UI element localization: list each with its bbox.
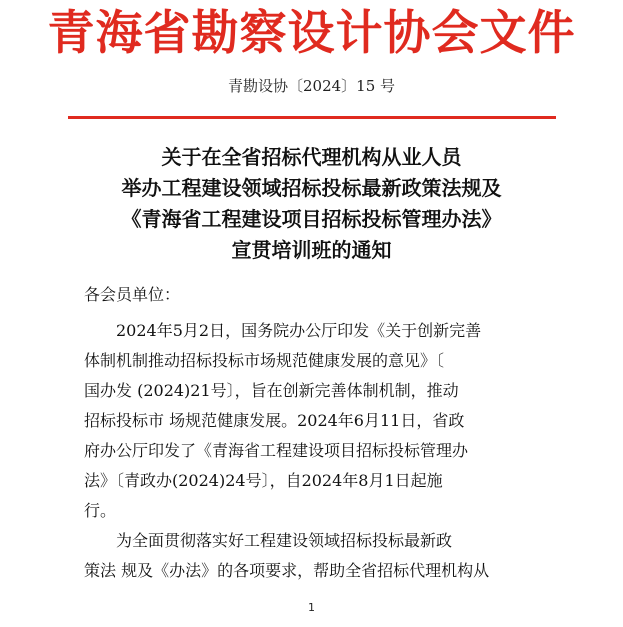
page-number: 1 bbox=[308, 601, 315, 614]
header-divider-rule bbox=[68, 116, 556, 119]
paragraph-line: 策法 规及《办法》的各项要求，帮助全省招标代理机构从 bbox=[84, 561, 490, 580]
paragraph-line: 行。 bbox=[84, 501, 117, 520]
paragraph-line: 招标投标市 场规范健康发展。2024年6月11日，省政 bbox=[84, 411, 465, 430]
document-number: 青勘设协〔2024〕15 号 bbox=[227, 77, 396, 95]
body-paragraph-1 bbox=[84, 316, 542, 526]
notice-title-line: 《青海省工程建设项目招标投标管理办法》 bbox=[121, 207, 502, 231]
notice-title-line: 举办工程建设领域招标投标最新政策法规及 bbox=[121, 176, 502, 200]
notice-title-line: 关于在全省招标代理机构从业人员 bbox=[161, 145, 462, 169]
notice-title bbox=[0, 142, 623, 266]
notice-title-line: 宣贯培训班的通知 bbox=[231, 238, 392, 262]
document-header-title: 青海省勘察设计协会文件 bbox=[47, 6, 576, 61]
paragraph-line: 体制机制推动招标投标市场规范健康发展的意见》〔 bbox=[84, 351, 445, 370]
paragraph-line: 法》〔青政办(2024)24号〕，自2024年8月1日起施 bbox=[84, 471, 443, 490]
salutation: 各会员单位： bbox=[84, 285, 181, 304]
body-paragraph-2 bbox=[84, 526, 542, 586]
paragraph-line: 府办公厅印发了《青海省工程建设项目招标投标管理办 bbox=[84, 441, 469, 460]
paragraph-line: 为全面贯彻落实好工程建设领域招标投标最新政 bbox=[84, 531, 453, 550]
paragraph-line: 2024年5月2日，国务院办公厅印发《关于创新完善 bbox=[84, 321, 482, 340]
paragraph-line: 国办发 (2024)21号〕，旨在创新完善体制机制，推动 bbox=[84, 381, 459, 400]
